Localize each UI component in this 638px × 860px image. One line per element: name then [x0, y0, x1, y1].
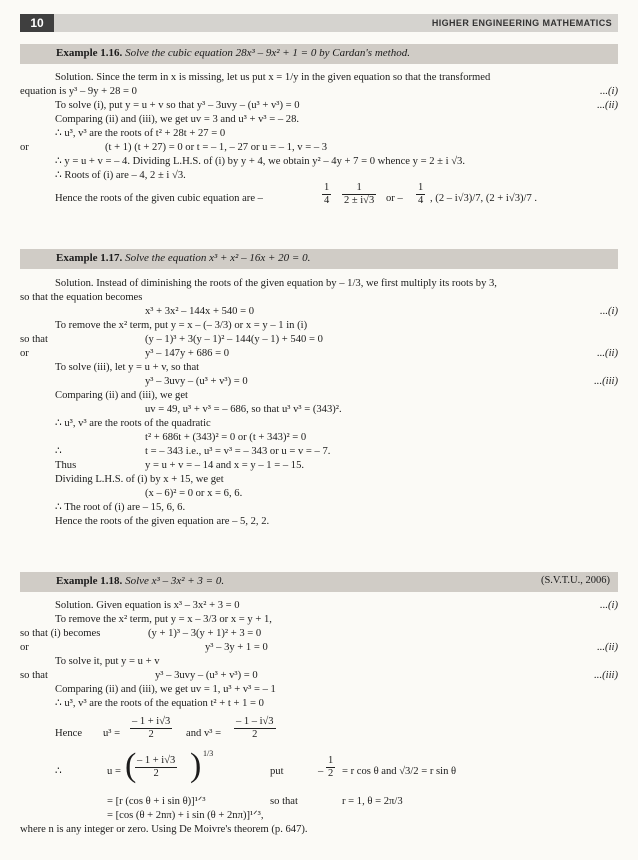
text-line: = [r (cos θ + i sin θ)]¹ᐟ³ [107, 796, 206, 807]
equation-ref: ...(ii) [597, 348, 618, 359]
text-line: Comparing (ii) and (iii), we get [55, 390, 188, 401]
text-line-lead: so that [20, 334, 48, 345]
text-line: To remove the x² term, put y = x – 3/3 or x = y + 1, [55, 614, 272, 625]
example-1-18-heading [20, 572, 618, 592]
text-line: To remove the x² term, put y = x – (– 3/3) or x = y – 1 in (i) [55, 320, 308, 331]
text-line-lead: ∴ [55, 446, 62, 457]
text-line: To solve (iii), let y = u + v, so that [55, 362, 200, 373]
text-line: Dividing L.H.S. of (i) by x + 15, we get [55, 474, 224, 485]
text-line: u³ = [103, 728, 121, 739]
text-line-lead: Thus [55, 460, 77, 471]
text-line: , (2 – i√3)/7, (2 + i√3)/7 . [430, 193, 538, 204]
text-line: – [318, 766, 324, 777]
text-line: To solve (i), put y = u + v so that y³ – 3uvy – (u³ + v³) = 0 [55, 100, 300, 111]
page-header [20, 14, 618, 32]
text-line: Hence the roots of the given cubic equation are – [55, 193, 263, 204]
text-line: put [270, 766, 284, 777]
text-line: y³ – 3uvy – (u³ + v³) = 0 [155, 670, 258, 681]
equation-ref: ...(iii) [594, 376, 618, 387]
text-line: ∴ u³, v³ are the roots of the equation t² + t + 1 = 0 [55, 698, 264, 709]
text-line: (x – 6)² = 0 or x = 6, 6. [145, 488, 243, 499]
text-line: To solve it, put y = u + v [55, 656, 160, 667]
text-line-lead: so that (i) becomes [20, 628, 101, 639]
text-line: = [cos (θ + 2nπ) + i sin (θ + 2nπ)]¹ᐟ³, [107, 810, 264, 821]
text-line-lead: or [20, 142, 29, 153]
example-number: Example 1.17. [56, 252, 123, 264]
equation-ref: ...(ii) [597, 642, 618, 653]
source-citation: (S.V.T.U., 2006) [540, 575, 610, 586]
text-line: ∴ The root of (i) are – 15, 6, 6. [55, 502, 186, 513]
text-line: t = – 343 i.e., u³ = v³ = – 343 or u = v = – 7. [145, 446, 331, 457]
text-line: so that the equation becomes [20, 292, 143, 303]
text-line: y³ – 3y + 1 = 0 [205, 642, 268, 653]
example-number: Example 1.18. [56, 575, 123, 587]
example-statement: Solve the equation x³ + x² – 16x + 20 = 0. [125, 252, 311, 264]
text-line: Solution. Given equation is x³ – 3x² + 3 = 0 [55, 600, 240, 611]
text-line: (t + 1) (t + 27) = 0 or t = – 1, – 27 or u = – 1, v = – 3 [105, 142, 328, 153]
text-line: Solution. Instead of diminishing the roots of the given equation by – 1/3, we first multiply its roots by 3, [55, 278, 497, 289]
equation-ref: ...(i) [600, 600, 618, 611]
text-line-lead: or [20, 348, 29, 359]
fraction: $\frac{1}{4}$ [324, 182, 330, 206]
text-line: x³ + 3x² – 144x + 540 = 0 [145, 306, 255, 317]
running-title: HIGHER ENGINEERING MATHEMATICS [431, 18, 612, 28]
text-line: y³ – 147y + 686 = 0 [145, 348, 229, 359]
text-line: Solution. Since the term in x is missing, let us put x = 1/y in the given equation so that the transformed [55, 72, 491, 83]
text-line: where n is any integer or zero. Using De Moivre's theorem (p. 647). [20, 824, 308, 835]
left-paren: ( [125, 747, 137, 784]
text-line: (y – 1)³ + 3(y – 1)² – 144(y – 1) + 540 = 0 [145, 334, 323, 345]
text-line: and v³ = [186, 728, 222, 739]
text-line-lead: Hence [55, 728, 83, 739]
text-line: u = [107, 766, 121, 777]
equation-ref: ...(ii) [597, 100, 618, 111]
text-line: r = 1, θ = 2π/3 [342, 796, 403, 807]
fraction: $\frac{- 1 - i√3}{2}$ [236, 716, 274, 740]
page-number: 10 [20, 14, 54, 32]
text-line: t² + 686t + (343)² = 0 or (t + 343)² = 0 [145, 432, 307, 443]
text-line: ∴ y = u + v = – 4. Dividing L.H.S. of (i) by y + 4, we obtain y² – 4y + 7 = 0 whence y = 2 ± i √3. [55, 156, 465, 167]
text-line: ∴ u³, v³ are the roots of t² + 28t + 27 = 0 [55, 128, 226, 139]
text-line: ∴ Roots of (i) are – 4, 2 ± i √3. [55, 170, 186, 181]
text-line: uv = 49, u³ + v³ = – 686, so that u³ v³ = (343)². [145, 404, 342, 415]
example-statement: Solve the cubic equation 28x³ – 9x² + 1 = 0 by Cardan's method. [125, 47, 410, 59]
text-line: y = u + v = – 14 and x = y – 1 = – 15. [145, 460, 305, 471]
fraction: $\frac{1}{2 \pm i√3}$ [344, 182, 375, 206]
text-line: equation is y³ – 9y + 28 = 0 [20, 86, 137, 97]
text-line: = r cos θ and √3/2 = r sin θ [342, 766, 457, 777]
equation-ref: ...(i) [600, 86, 618, 97]
equation-ref: ...(i) [600, 306, 618, 317]
text-line: y³ – 3uvy – (u³ + v³) = 0 [145, 376, 248, 387]
text-line: Hence the roots of the given equation are – 5, 2, 2. [55, 516, 270, 527]
example-1-16-heading [20, 44, 618, 64]
text-line: or – [386, 193, 403, 204]
equation-ref: ...(iii) [594, 670, 618, 681]
text-line-lead: ∴ [55, 766, 62, 777]
example-statement: Solve x³ – 3x² + 3 = 0. [125, 575, 225, 587]
fraction: $\frac{- 1 + i√3}{2}$ [132, 716, 171, 740]
fraction: $\frac{1}{4}$ [418, 182, 424, 206]
text-line: so that [270, 796, 298, 807]
text-line: (y + 1)³ – 3(y + 1)² + 3 = 0 [148, 628, 262, 639]
text-line-lead: so that [20, 670, 48, 681]
fraction: $\frac{- 1 + i√3}{2}$ [137, 755, 176, 779]
exponent: 1/3 [203, 749, 214, 758]
example-number: Example 1.16. [56, 47, 123, 59]
example-1-17-heading [20, 249, 618, 269]
text-line: Comparing (ii) and (iii), we get uv = 1, u³ + v³ = – 1 [55, 684, 276, 695]
text-line: ∴ u³, v³ are the roots of the quadratic [55, 418, 211, 429]
right-paren: ) [190, 747, 202, 784]
text-line: Comparing (ii) and (iii), we get uv = 3 and u³ + v³ = – 28. [55, 114, 300, 125]
text-line-lead: or [20, 642, 29, 653]
fraction: $\frac{1}{2}$ [328, 755, 334, 779]
